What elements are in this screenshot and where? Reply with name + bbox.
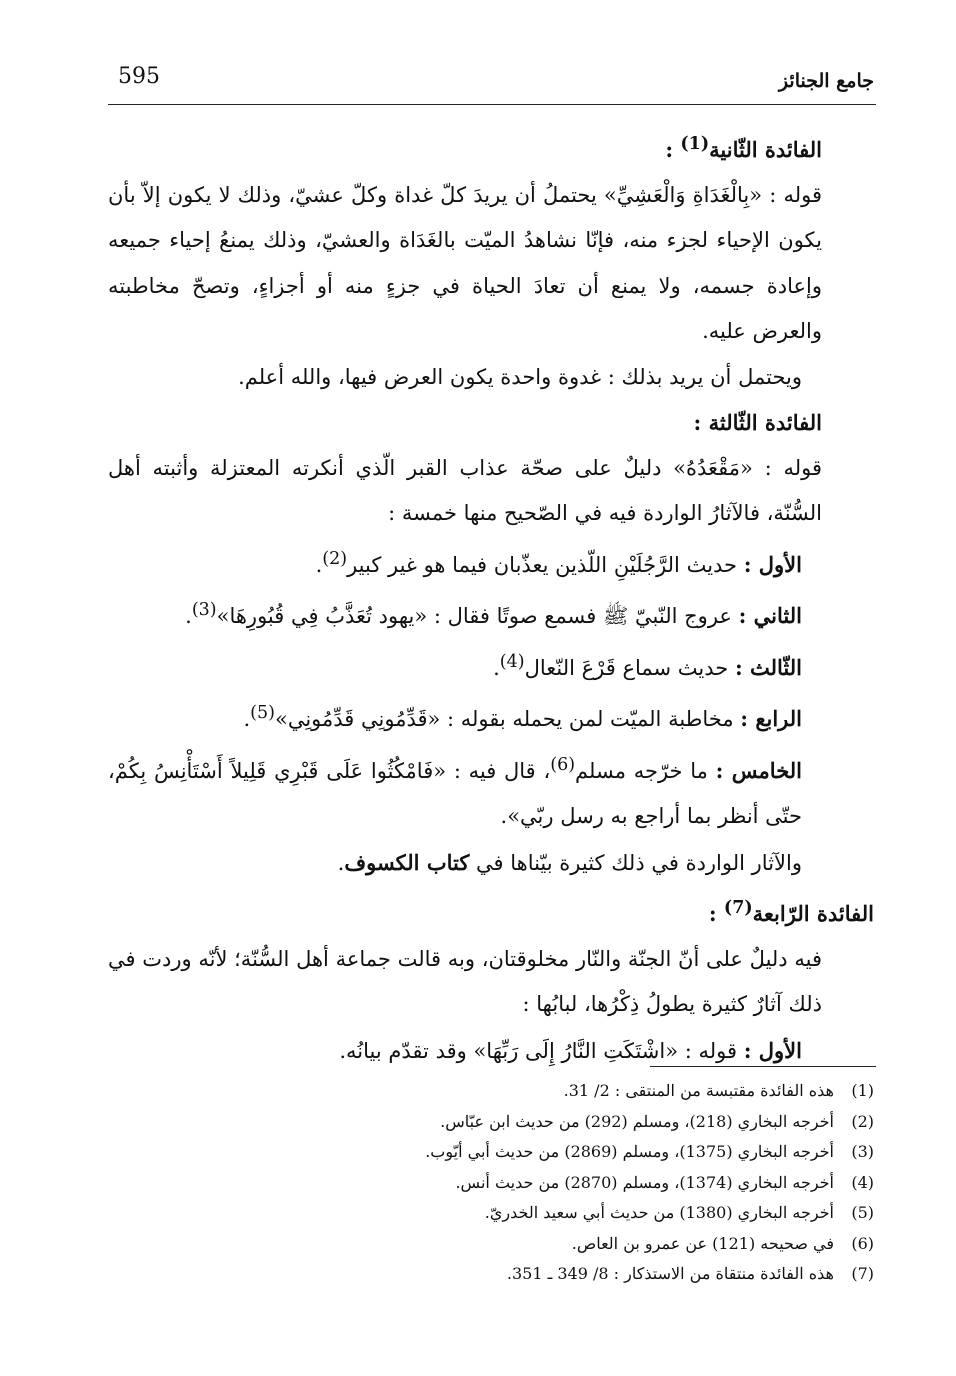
main-text [108,122,874,1074]
paragraph: فيه دليلٌ على أنّ الجنّة والنّار مخلوقتان، وبه قالت جماعة أهل السُّنّة؛ لأنّه وردت في ذلك آثارٌ كثيرة يطولُ ذِكْرُها، لبابُها : [108,946,822,1016]
closing-text: والآثار الواردة في ذلك كثيرة بيّناها في [469,850,802,875]
footnote [354,1137,874,1168]
list-item [108,588,874,640]
footnote-text: هذه الفائدة منتقاة من الاستذكار : 8/ 349 ـ 351. [506,1264,834,1283]
paragraph: قوله : «بِالْغَدَاةِ وَالْعَشِيِّ» يحتملُ أن يريدَ كلّ غداة وكلّ عشيّ، وذلك لا يكون إلاّ بأن يكون الإحياء لجزء منه، فإنّا نشاهدُ الميّت بالغَدَاة والعشيّ، وذلك يمنعُ إحياء جميعه وإعادة جسمه، ولا يمنع أن تعادَ الحياة في جزءٍ منه أو أجزاءٍ، وتصحّ مخاطبته والعرض عليه. [108,182,822,343]
item-label: الثّالث : [734,654,802,680]
section-heading-text: الفائدة الرّابعة [752,901,874,926]
footnote-ref[interactable]: (5) [250,703,275,723]
footnote-text: أخرجه البخاري (1374)، ومسلم (2870) من حديث أنس. [455,1172,834,1192]
footnote-ref[interactable]: (1) [680,134,710,154]
item-text: حديث الرَّجُلَيْنِ اللّذين يعذّبان فيما هو غير كبير [347,552,744,577]
closing-tail: . [337,850,345,875]
footnote [354,1259,874,1290]
item-label: الأول : [743,1037,802,1063]
item-label: الخامس : [715,757,802,783]
item-label: الرابع : [740,706,802,731]
list-item [108,691,874,743]
item-label: الأول : [743,551,802,577]
item-tail: ، قال فيه : «فَامْكُثُوا عَلَى قَبْرِي قَلِيلاً أَسْتَأْنِسُ بِكُمْ، حتّى أنظر بما أراجع به رسل ربّي». [108,758,802,828]
footnote-text: أخرجه البخاري (1375)، ومسلم (2869) من حديث أبي أيّوب. [425,1142,834,1161]
item-tail: . [493,655,500,680]
heading-tail: : [708,901,724,926]
list-item [108,537,874,589]
footnote-rule [650,1066,876,1067]
footnote-text: في صحيحه (121) عن عمرو بن العاص. [571,1233,834,1253]
item-label: الثاني : [738,603,802,628]
footnote [354,1168,874,1199]
paragraph: ويحتمل أن يريد بذلك : غدوة واحدة يكون العرض فيها، والله أعلم. [238,364,802,389]
paragraph: قوله : «مَقْعَدُهُ» دليلٌ على صحّة عذاب القبر الّذي أنكرته المعتزلة وأثبته أهل السُّنّة، فالآثارُ الواردة فيه في الصّحيح منها خمسة : [108,455,822,525]
list-item [108,640,874,692]
footnote-text: أخرجه البخاري (218)، ومسلم (292) من حديث ابن عبّاس. [440,1111,834,1131]
footnote-number: (1) [851,1081,874,1100]
section-heading: الفائدة الثّالثة : [693,410,822,435]
footnotes [354,1076,874,1290]
footnote [354,1229,874,1260]
item-text: حديث سماع قَرْعَ النّعال [524,655,735,680]
footnote [354,1107,874,1138]
footnote-number: (3) [851,1142,874,1161]
list-item [108,1028,874,1075]
heading-tail: : [665,137,681,162]
footnote-ref[interactable]: (7) [723,898,753,918]
footnote-ref[interactable]: (3) [191,600,217,620]
list-item [108,743,874,840]
item-tail: . [315,552,323,577]
section-heading [108,886,874,937]
running-header-title: جامع الجنائز [778,70,874,92]
footnote-ref[interactable]: (6) [550,754,576,775]
footnote-text: أخرجه البخاري (1380) من حديث أبي سعيد الخدريّ. [484,1203,834,1222]
footnote [354,1198,874,1229]
page-number: 595 [118,64,160,89]
item-text: عروج النّبيّ ﷺ فسمع صوتًا فقال : «يهود تُعَذَّبُ فِي قُبُورِهَا» [216,604,739,628]
paragraph [108,840,874,887]
footnote-ref[interactable]: (2) [322,548,348,569]
section-heading-text: الفائدة الثّانية [709,137,822,162]
item-tail: . [185,604,192,628]
item-tail: . [243,707,251,731]
footnote-number: (2) [851,1111,874,1131]
item-text: مخاطبة الميّت لمن يحمله بقوله : «قَدِّمُونِي قَدِّمُونِي» [274,707,741,731]
footnote-number: (5) [851,1203,874,1222]
header-rule [108,104,876,105]
section-heading [108,122,874,173]
footnote-number: (7) [851,1264,874,1283]
item-text: ما خرّجه مسلم [575,758,716,783]
book-reference: كتاب الكسوف [344,849,470,875]
footnote-number: (4) [851,1172,874,1192]
footnote-text: هذه الفائدة مقتبسة من المنتقى : 2/ 31. [563,1081,834,1100]
footnote-number: (6) [851,1233,874,1253]
footnote-ref[interactable]: (4) [499,651,525,672]
footnote [354,1076,874,1107]
item-text: قوله : «اشْتَكَتِ النَّارُ إِلَى رَبِّهَا» وقد تقدّم بيانُه. [339,1038,744,1063]
